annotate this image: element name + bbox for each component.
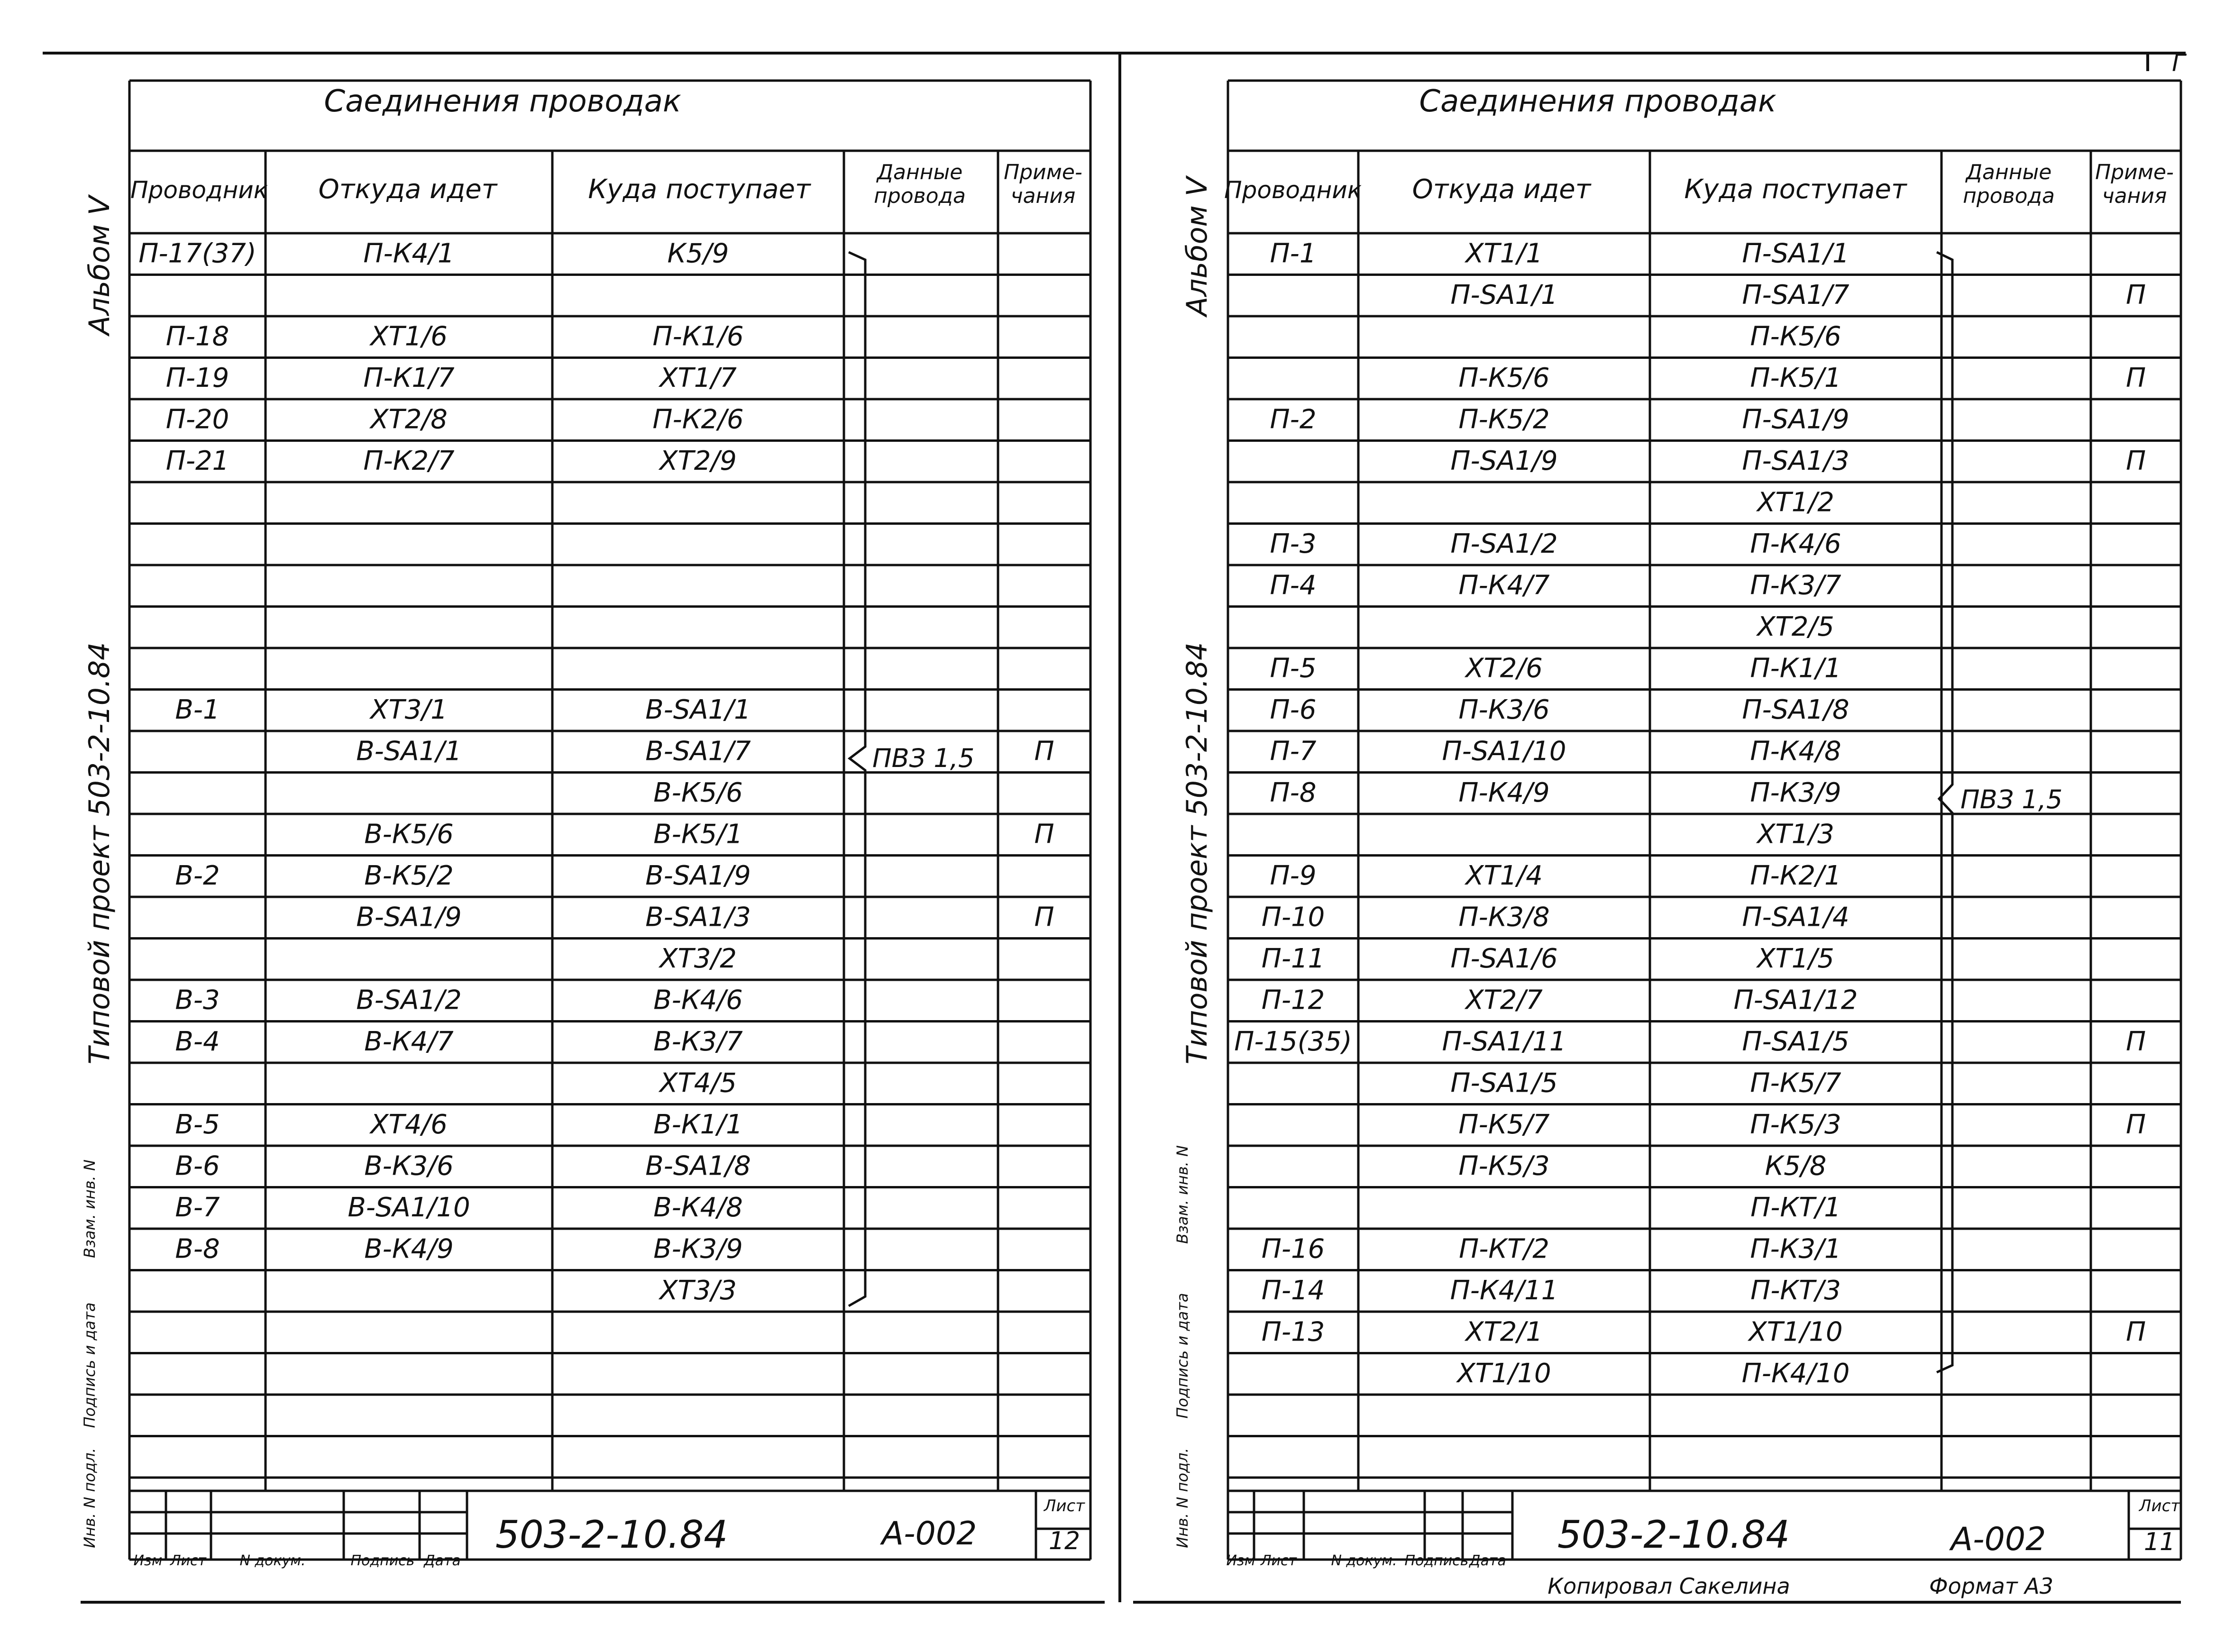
conductor-cell: В-7 [175, 1192, 220, 1223]
from-cell: П-SA1/6 [1450, 943, 1558, 974]
from-cell: ХТ3/1 [370, 694, 448, 725]
to-cell: В-SA1/3 [645, 902, 751, 933]
right-header-conductor: Проводник [1224, 176, 1362, 204]
to-cell: К5/8 [1765, 1150, 1827, 1182]
conductor-cell: П-15(35) [1234, 1026, 1352, 1057]
conductor-cell: В-1 [175, 694, 220, 725]
right-stamp-sheet-no: 11 [2143, 1528, 2176, 1556]
conductor-cell: П-12 [1261, 985, 1325, 1016]
right-stamp-drawing: А-002 [1950, 1521, 2046, 1558]
left-grid-lines [129, 81, 1090, 1560]
to-cell: В-К4/6 [653, 985, 743, 1016]
from-cell: В-К5/6 [364, 819, 454, 850]
from-cell: П-К1/7 [363, 362, 455, 393]
conductor-cell: П-17(37) [138, 238, 256, 269]
to-cell: ХТ1/3 [1757, 819, 1834, 850]
conductor-cell: В-8 [175, 1233, 220, 1265]
left-header-wire-2: провода [874, 184, 966, 208]
to-cell: П-К4/8 [1750, 736, 1841, 767]
conductor-cell: П-10 [1261, 902, 1325, 933]
left-header-wire-1: Данные [877, 160, 963, 184]
conductor-cell: П-7 [1270, 736, 1317, 767]
notes-cell: П [1034, 819, 1054, 850]
from-cell: П-К4/11 [1450, 1275, 1558, 1306]
to-cell: ХТ1/10 [1749, 1316, 1843, 1348]
conductor-cell: П-5 [1270, 653, 1317, 684]
right-stamp-list: Лист [1260, 1552, 1297, 1569]
left-header-notes-2: чания [1010, 184, 1076, 208]
from-cell: ХТ4/6 [370, 1109, 448, 1140]
to-cell: П-К1/6 [652, 321, 744, 352]
from-cell: ХТ2/8 [370, 404, 448, 435]
to-cell: П-SA1/9 [1742, 404, 1849, 435]
to-cell: В-SA1/9 [645, 860, 751, 891]
to-cell: П-SA1/1 [1742, 238, 1849, 269]
to-cell: ХТ1/2 [1757, 487, 1834, 518]
to-cell: П-КТ/1 [1750, 1192, 1841, 1223]
conductor-cell: В-5 [175, 1109, 220, 1140]
conductor-cell: В-6 [175, 1150, 220, 1182]
from-cell: П-SA1/10 [1442, 736, 1566, 767]
sheet-left [81, 81, 1090, 1569]
right-stamp-izm: Изм [1226, 1552, 1255, 1569]
notes-cell: П [2125, 1316, 2146, 1348]
to-cell: П-К5/1 [1750, 362, 1841, 393]
sheet-right [1173, 49, 2187, 1599]
to-cell: П-SA1/12 [1733, 985, 1858, 1016]
to-cell: П-SA1/3 [1742, 445, 1849, 476]
left-stamp-sheet-label: Лист [1044, 1497, 1085, 1515]
to-cell: П-К4/10 [1741, 1358, 1850, 1389]
from-cell: В-К4/7 [364, 1026, 454, 1057]
to-cell: П-К3/7 [1750, 570, 1841, 601]
from-cell: П-К5/3 [1458, 1150, 1550, 1182]
to-cell: ХТ4/5 [659, 1068, 737, 1099]
notes-cell: П [2125, 1109, 2146, 1140]
to-cell: П-К5/6 [1750, 321, 1841, 352]
right-side-album: Альбом V [1181, 177, 1214, 316]
to-cell: В-SA1/7 [645, 736, 751, 767]
right-side-sign: Подпись и дата [1173, 1293, 1191, 1419]
corner-sheet-mark: Г [2172, 49, 2185, 77]
to-cell: П-К3/9 [1750, 777, 1841, 808]
conductor-cell: П-2 [1270, 404, 1317, 435]
to-cell: П-SA1/7 [1742, 279, 1849, 310]
footer-copied-by: Копировал Сакелина [1547, 1573, 1790, 1599]
notes-cell: П [2125, 279, 2146, 310]
to-cell: П-К5/7 [1750, 1068, 1841, 1099]
right-header-from: Откуда идет [1412, 174, 1591, 205]
right-header-notes-2: чания [2102, 184, 2167, 208]
right-stamp-podp: Подпись [1404, 1552, 1469, 1569]
right-side-inv: Инв. N подл. [1173, 1448, 1191, 1548]
from-cell: ХТ1/1 [1465, 238, 1543, 269]
conductor-cell: П-6 [1270, 694, 1317, 725]
to-cell: ХТ2/5 [1757, 611, 1834, 642]
notes-cell: П [2125, 445, 2146, 476]
right-stamp-code: 503-2-10.84 [1557, 1513, 1790, 1557]
to-cell: П-К2/6 [652, 404, 744, 435]
conductor-cell: П-11 [1261, 943, 1325, 974]
to-cell: П-К5/3 [1750, 1109, 1841, 1140]
to-cell: ХТ1/7 [659, 362, 737, 393]
left-stamp-drawing: А-002 [881, 1515, 977, 1552]
conductor-cell: П-13 [1261, 1316, 1325, 1348]
to-cell: В-К3/9 [653, 1233, 743, 1265]
to-cell: К5/9 [667, 238, 729, 269]
right-wire-brace [1937, 252, 1952, 1372]
to-cell: П-SA1/4 [1742, 902, 1849, 933]
to-cell: В-К5/6 [653, 777, 743, 808]
conductor-cell: П-21 [165, 445, 229, 476]
left-header-conductor: Проводник [130, 176, 268, 204]
left-header-notes-1: Приме- [1004, 160, 1082, 184]
from-cell: В-SA1/2 [356, 985, 462, 1016]
to-cell: П-SA1/8 [1742, 694, 1849, 725]
from-cell: В-К3/6 [364, 1150, 454, 1182]
to-cell: П-К3/1 [1750, 1233, 1841, 1265]
conductor-cell: П-3 [1270, 528, 1317, 559]
left-wire-brace [849, 252, 865, 1306]
from-cell: П-SA1/2 [1450, 528, 1558, 559]
conductor-cell: П-16 [1261, 1233, 1325, 1265]
conductor-cell: П-1 [1270, 238, 1317, 269]
right-stamp-data: Дата [1469, 1552, 1506, 1569]
to-cell: ХТ3/3 [659, 1275, 737, 1306]
conductor-cell: П-19 [165, 362, 229, 393]
to-cell: В-SA1/1 [645, 694, 751, 725]
from-cell: В-SA1/1 [356, 736, 462, 767]
left-side-sign: Подпись и дата [81, 1302, 99, 1428]
from-cell: П-SA1/1 [1450, 279, 1558, 310]
to-cell: ХТ1/5 [1757, 943, 1834, 974]
left-side-inv: Инв. N подл. [81, 1448, 99, 1548]
left-stamp-ndoc: N докум. [239, 1552, 306, 1569]
left-header-to: Куда поступает [588, 174, 811, 205]
notes-cell: П [1034, 736, 1054, 767]
conductor-cell: П-9 [1270, 860, 1317, 891]
to-cell: В-SA1/8 [645, 1150, 751, 1182]
left-side-project: Типовой проект 503-2-10.84 [83, 642, 116, 1065]
from-cell: П-К3/8 [1458, 902, 1550, 933]
conductor-cell: П-8 [1270, 777, 1317, 808]
from-cell: П-К4/1 [363, 238, 455, 269]
from-cell: П-К4/9 [1458, 777, 1550, 808]
from-cell: ХТ1/4 [1465, 860, 1543, 891]
right-header-wire-1: Данные [1966, 160, 2052, 184]
conductor-cell: П-14 [1261, 1275, 1325, 1306]
right-table-title: Саединения проводак [1419, 84, 1776, 119]
left-stamp-code: 503-2-10.84 [495, 1513, 728, 1557]
left-stamp-list: Лист [170, 1552, 207, 1569]
conductor-cell: П-4 [1270, 570, 1317, 601]
to-cell: П-К4/6 [1750, 528, 1841, 559]
right-side-vzam: Взам. инв. N [1173, 1145, 1191, 1244]
from-cell: ХТ2/6 [1465, 653, 1543, 684]
from-cell: П-SA1/5 [1450, 1068, 1558, 1099]
conductor-cell: В-3 [175, 985, 220, 1016]
to-cell: П-К2/1 [1750, 860, 1841, 891]
left-table-title: Саединения проводак [324, 84, 681, 119]
conductor-cell: В-4 [175, 1026, 220, 1057]
right-side-project: Типовой проект 503-2-10.84 [1181, 642, 1214, 1065]
right-wire-value: ПВЗ 1,5 [1960, 785, 2063, 814]
to-cell: ХТ2/9 [659, 445, 737, 476]
conductor-cell: В-2 [175, 860, 220, 891]
from-cell: ХТ2/1 [1465, 1316, 1543, 1348]
to-cell: П-К1/1 [1750, 653, 1841, 684]
notes-cell: П [2125, 362, 2146, 393]
to-cell: В-К5/1 [653, 819, 743, 850]
conductor-cell: П-18 [165, 321, 229, 352]
from-cell: В-SA1/9 [356, 902, 462, 933]
left-side-album: Альбом V [83, 196, 116, 335]
from-cell: ХТ1/10 [1457, 1358, 1551, 1389]
from-cell: П-КТ/2 [1459, 1233, 1549, 1265]
from-cell: П-К5/7 [1458, 1109, 1550, 1140]
from-cell: П-К5/2 [1458, 404, 1550, 435]
left-stamp-sheet-no: 12 [1048, 1527, 1080, 1555]
left-side-vzam: Взам. инв. N [81, 1159, 99, 1258]
right-header-wire-2: провода [1963, 184, 2055, 208]
from-cell: В-SA1/10 [348, 1192, 470, 1223]
to-cell: П-SA1/5 [1742, 1026, 1849, 1057]
left-stamp-izm: Изм [133, 1552, 163, 1569]
notes-cell: П [1034, 902, 1054, 933]
right-header-to: Куда поступает [1684, 174, 1907, 205]
from-cell: П-SA1/9 [1450, 445, 1558, 476]
conductor-cell: П-20 [165, 404, 229, 435]
from-cell: П-К3/6 [1458, 694, 1550, 725]
left-wire-value: ПВЗ 1,5 [872, 743, 975, 773]
from-cell: П-К4/7 [1458, 570, 1550, 601]
from-cell: ХТ1/6 [370, 321, 448, 352]
from-cell: В-К4/9 [364, 1233, 454, 1265]
right-header-notes-1: Приме- [2095, 160, 2174, 184]
left-stamp-podp: Подпись [350, 1552, 415, 1569]
from-cell: В-К5/2 [364, 860, 454, 891]
right-grid-lines [1228, 81, 2181, 1560]
to-cell: ХТ3/2 [659, 943, 737, 974]
from-cell: П-К2/7 [363, 445, 455, 476]
to-cell: В-К4/8 [653, 1192, 743, 1223]
left-stamp-data: Дата [424, 1552, 461, 1569]
right-stamp-sheet-label: Лист [2139, 1497, 2180, 1515]
from-cell: П-К5/6 [1458, 362, 1550, 393]
left-header-from: Откуда идет [318, 174, 497, 205]
to-cell: В-К3/7 [653, 1026, 743, 1057]
to-cell: В-К1/1 [653, 1109, 743, 1140]
from-cell: П-SA1/11 [1442, 1026, 1566, 1057]
to-cell: П-КТ/3 [1750, 1275, 1841, 1306]
notes-cell: П [2125, 1026, 2146, 1057]
from-cell: ХТ2/7 [1465, 985, 1543, 1016]
right-stamp-ndoc: N докум. [1331, 1552, 1397, 1569]
footer-format: Формат А3 [1929, 1573, 2053, 1599]
